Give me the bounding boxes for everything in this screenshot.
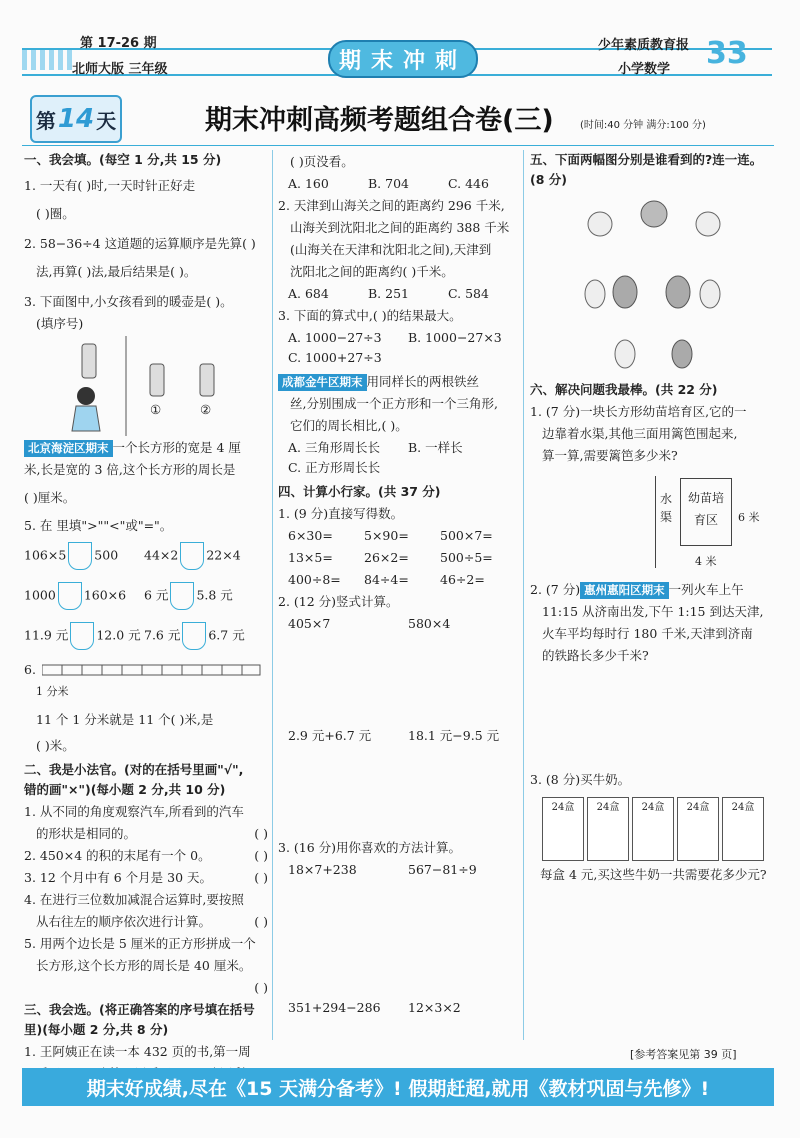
oral-item: 6×30= [288,528,333,543]
m2-options [278,284,518,304]
side-view-1-icon [666,276,690,308]
viewer-2-icon [672,340,692,368]
m3-line: 3. 下面的算式中,( )的结果最大。 [278,308,462,323]
j5-line2: 长方形,这个长方形的周长是 40 厘米。 [36,958,252,973]
compare-4: 6 元 5.8 元 [144,582,264,610]
p3-question: 每盒 4 元,买这些牛奶一共需要花多少元? [540,867,767,882]
calc3-label: 3. (16 分)用你喜欢的方法计算。 [278,840,462,855]
q4-text-1: 一个长方形的宽是 4 厘 [112,440,241,455]
day-suffix: 天 [96,108,117,133]
thermos-icon [82,344,96,378]
vertical-item: 18.1 元−9.5 元 [408,728,500,743]
time-score-meta: (时间:40 分钟 满分:100 分) [580,120,706,131]
workspace[interactable] [278,634,518,726]
m4-options [278,438,518,478]
section-1-heading: 一、我会填。(每空 1 分,共 15 分) [24,152,222,167]
p1-line2: 边靠着水渠,其他三面用篱笆围起来, [542,426,738,441]
p1-line3: 算一算,需要篱笆多少米? [542,448,678,463]
j5-line1: 5. 用两个边长是 5 厘米的正方形拼成一个 [24,936,256,951]
j2-line: 2. 450×4 的积的末尾有一个 0。 ( ) [24,846,268,866]
back-view-1-icon [585,280,605,308]
q5-line: 5. 在 里填">""<"或"="。 [24,518,173,533]
oral-item: 5×90= [364,528,409,543]
compare-2: 44×2 22×4 [144,542,264,570]
option-c[interactable]: C. 584 [448,286,489,301]
thermos-2-icon [200,364,214,396]
m4-text-1: 用同样长的两根铁丝 [366,374,480,389]
answer-cup-icon[interactable] [68,542,92,570]
answer-cup-icon[interactable] [58,582,82,610]
edition-label: 北师大版 三年级 [72,62,168,77]
p2-prefix: 2. (7 分) [530,582,581,597]
rabbit-icon [696,212,720,236]
column-1 [24,150,268,1086]
compare-3: 1000 160×6 [24,582,144,610]
q3-line1: 3. 下面图中,小女孩看到的暖壶是( )。 [24,294,233,309]
m2-line4: 沈阳北之间的距离约( )千米。 [290,264,454,279]
header-stripes [22,50,72,70]
q2-line1: 2. 58−36÷4 这道题的运算顺序是先算( ) [24,236,256,251]
option-b[interactable]: B. 704 [368,176,409,191]
girl-dress-icon [72,406,100,431]
oral-grid [278,526,518,590]
animals-figure [530,194,774,374]
oral-item: 26×2= [364,550,409,565]
vertical-row-2 [278,726,518,746]
option-c[interactable]: C. 1000+27÷3 [288,350,382,365]
expr-item: 18×7+238 [288,862,357,877]
page-number: 33 [706,36,748,71]
compare-grid [24,542,268,650]
compare-6: 7.6 元 6.7 元 [144,622,264,650]
footer-banner: 期末好成绩,尽在《15 天满分备考》! 假期赶超,就用《教材巩固与先修》! [22,1068,774,1106]
option-c[interactable]: C. 446 [448,176,489,191]
milk-carton-icon: 24盒 [542,797,584,861]
q3-line2: (填序号) [36,316,84,331]
m3-options [278,328,518,368]
m1-line1: 1. 王阿姨正在读一本 432 页的书,第一周 [24,1044,251,1059]
section-4-heading: 四、计算小行家。(共 37 分) [278,484,441,499]
expr-item: 12×3×2 [408,1000,461,1015]
nursery-box: 幼苗培育区 [680,478,732,546]
option-2-label: ② [200,402,212,417]
compare-1: 106×5 500 [24,542,144,570]
q4-line3: ( )厘米。 [24,490,76,505]
answer-paren[interactable]: ( ) [254,914,268,929]
j1-line2: 的形状是相同的。 ( ) [24,824,268,844]
q2-line2: 法,再算( )法,最后结果是( )。 [36,264,197,279]
thermos-1-icon [150,364,164,396]
length-4m: 4 米 [695,555,717,568]
j1-line1: 1. 从不同的角度观察汽车,所看到的汽车 [24,804,244,819]
section-2-heading-1: 二、我是小法官。(对的在括号里画"√", [24,762,244,777]
vertical-item: 405×7 [288,616,331,631]
m2-line3: (山海关在天津和沈阳北之间),天津到 [290,242,492,257]
m4-line2: 丝,分别围成一个正方形和一个三角形, [290,396,498,411]
answer-paren[interactable]: ( ) [254,848,268,863]
thermos-figure [24,336,268,436]
raccoon-icon [641,201,667,227]
section-3-heading-2: 里)(每小题 2 分,共 8 分) [24,1022,169,1037]
option-b[interactable]: B. 251 [368,286,409,301]
answer-paren[interactable]: ( ) [254,826,268,841]
milk-cartons [530,796,774,861]
j5-paren[interactable]: ( ) [254,980,268,995]
q1-line1: 1. 一天有( )时,一天时针正好走 [24,178,196,193]
expr-row-2 [278,998,518,1018]
divider-1 [272,150,273,1040]
p2-line1 [530,580,774,600]
column-3 [530,150,774,887]
day-number: 14 [57,104,95,134]
p2-source-tag: 惠州惠阳区期末 [580,582,669,599]
option-a[interactable]: A. 684 [288,286,329,301]
section-5-heading-1: 五、下面两幅图分别是谁看到的?连一连。 [530,152,763,167]
answer-cup-icon[interactable] [70,622,94,650]
answer-cup-icon[interactable] [182,622,206,650]
answer-cup-icon[interactable] [170,582,194,610]
option-a[interactable]: A. 1000−27÷3 [288,330,382,345]
vertical-item: 2.9 元+6.7 元 [288,728,372,743]
m1-line3: ( )页没看。 [290,154,354,169]
oral-item: 46÷2= [440,572,485,587]
answer-cup-icon[interactable] [180,542,204,570]
banner: 期末冲刺 [328,40,478,78]
compare-5: 11.9 元 12.0 元 [24,622,144,650]
option-1-label: ① [150,402,162,417]
q6-number: 6. [24,662,36,677]
oral-item: 500÷5= [440,550,493,565]
p2-text-1: 一列火车上午 [668,582,744,597]
canal-edge [655,476,656,568]
back-view-2-icon [613,276,637,308]
page-title: 期末冲刺高频考题组合卷(三) [205,105,554,136]
title-rule [22,145,774,146]
milk-carton-icon: 24盒 [632,797,674,861]
section-2-heading-2: 错的画"×")(每小题 2 分,共 10 分) [24,782,226,797]
q4-line2: 米,长是宽的 3 倍,这个长方形的周长是 [24,462,236,477]
oral-item: 84÷4= [364,572,409,587]
q1-line2: ( )圈。 [36,206,75,221]
calc2-label: 2. (12 分)竖式计算。 [278,594,399,609]
day-prefix: 第 [35,108,56,133]
vertical-row-1 [278,614,518,634]
answer-reference: [参考答案见第 39 页] [630,1048,737,1061]
canal-label: 水渠 [660,492,673,524]
m4-source-tag: 成都金牛区期末 [278,374,367,391]
workspace[interactable] [530,668,774,768]
day-badge [30,95,122,143]
calc1-label: 1. (9 分)直接写得数。 [278,506,404,521]
section-3-heading-1: 三、我会选。(将正确答案的序号填在括号 [24,1002,255,1017]
oral-item: 400÷8= [288,572,341,587]
q6-line [24,660,268,680]
oral-item: 500×7= [440,528,493,543]
p2-line2: 11:15 从济南出发,下午 1:15 到达天津, [542,604,764,619]
milk-carton-icon: 24盒 [677,797,719,861]
q3-figure [24,336,268,436]
option-a[interactable]: A. 三角形周长长 [288,440,380,455]
oral-item: 13×5= [288,550,333,565]
section-6-heading: 六、解决问题我最棒。(共 22 分) [530,382,718,397]
expr-item: 567−81÷9 [408,862,477,877]
lamb-icon [588,212,612,236]
option-b[interactable]: B. 1000−27×3 [408,330,502,345]
j3-line: 3. 12 个月中有 6 个月是 30 天。 ( ) [24,868,268,888]
q4-line1 [24,438,268,458]
option-c[interactable]: C. 正方形周长长 [288,460,381,475]
p1-figure [530,468,774,578]
m2-line2: 山海关到沈阳北之间的距离约 388 千米 [290,220,510,235]
expr-item: 351+294−286 [288,1000,381,1015]
p2-line4: 的铁路长多少千米? [542,648,649,663]
newspaper-name: 少年素质教育报 [598,38,690,53]
q6-line3: ( )米。 [36,738,75,753]
answer-paren[interactable]: ( ) [254,870,268,885]
j4-line1: 4. 在进行三位数加减混合运算时,要按照 [24,892,244,907]
m1-options [278,174,518,194]
vertical-item: 580×4 [408,616,451,631]
j4-line2: 从右往左的顺序依次进行计算。 ( ) [24,912,268,932]
ruler-label: 1 分米 [36,685,69,698]
ruler-icon [42,663,262,677]
q4-source-tag: 北京海淀区期末 [24,440,113,457]
viewer-1-icon [615,340,635,368]
subject-label: 小学数学 [618,62,671,77]
milk-carton-icon: 24盒 [722,797,764,861]
length-6m: 6 米 [738,511,760,524]
milk-carton-icon: 24盒 [587,797,629,861]
side-view-2-icon [700,280,720,308]
girl-head-icon [77,387,95,405]
section-5-heading-2: (8 分) [530,172,567,187]
option-a[interactable]: A. 160 [288,176,329,191]
q6-line2: 11 个 1 分米就是 11 个( )米,是 [36,712,214,727]
column-2 [278,150,518,1018]
m4-line1 [278,372,518,392]
m4-line3: 它们的周长相比,( )。 [290,418,408,433]
p3-line: 3. (8 分)买牛奶。 [530,772,631,787]
p2-line3: 火车平均每时行 180 千米,天津到济南 [542,626,753,641]
workspace[interactable] [278,880,518,998]
issue-label: 第 17-26 期 [80,36,157,51]
workspace[interactable] [278,746,518,836]
option-b[interactable]: B. 一样长 [408,440,463,455]
expr-row-1 [278,860,518,880]
m2-line1: 2. 天津到山海关之间的距离约 296 千米, [278,198,505,213]
p1-line1: 1. (7 分)一块长方形幼苗培育区,它的一 [530,404,747,419]
